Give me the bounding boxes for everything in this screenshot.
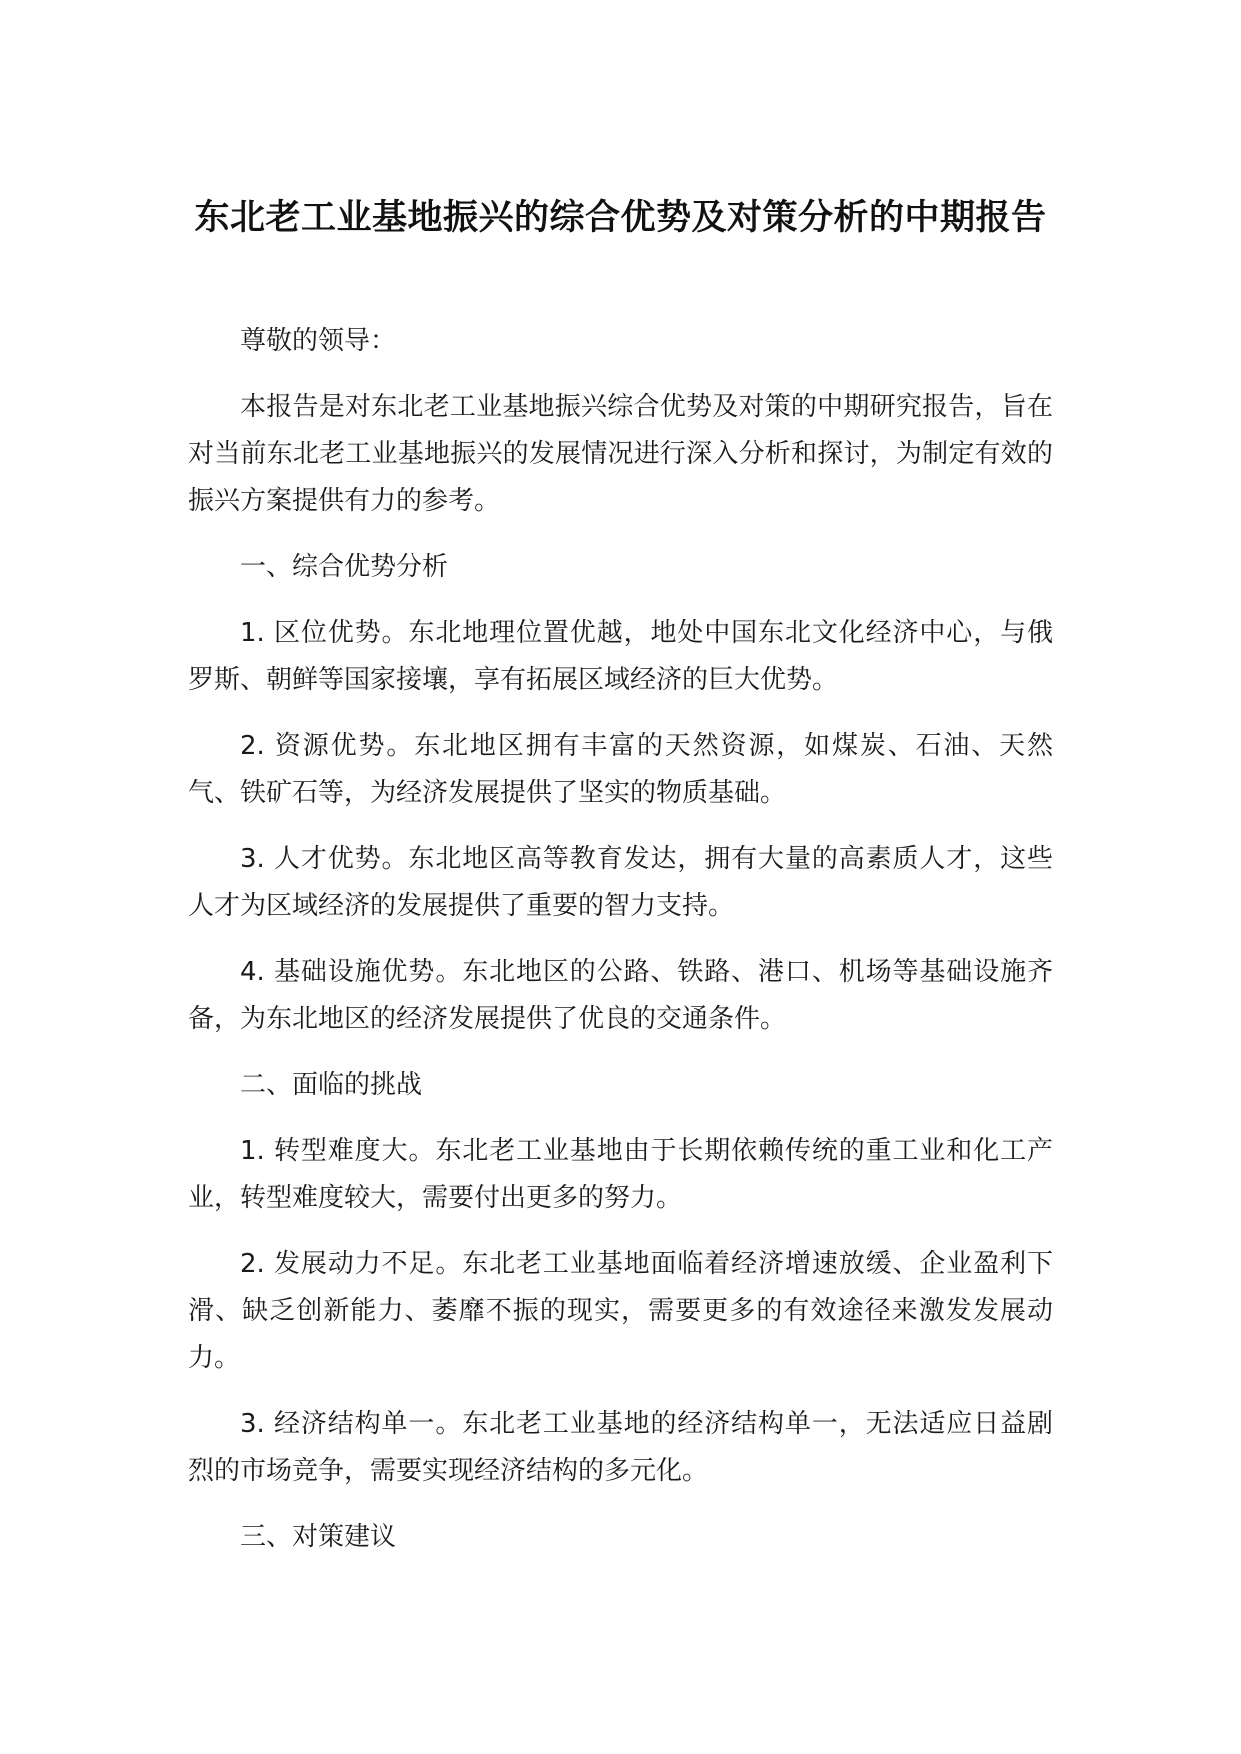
challenge-item-structure: 3. 经济结构单一。东北老工业基地的经济结构单一，无法适应日益剧烈的市场竞争，需要实现经济结构的多元化。: [188, 1409, 1053, 1486]
section-heading-advantages: 一、综合优势分析: [240, 552, 449, 582]
section-heading-recommendations: 三、对策建议: [240, 1522, 397, 1552]
intro-paragraph: 本报告是对东北老工业基地振兴综合优势及对策的中期研究报告，旨在对当前东北老工业基地振兴的发展情况进行深入分析和探讨，为制定有效的振兴方案提供有力的参考。: [188, 392, 1053, 516]
advantage-item-infrastructure: 4. 基础设施优势。东北地区的公路、铁路、港口、机场等基础设施齐备，为东北地区的经济发展提供了优良的交通条件。: [188, 957, 1053, 1034]
document-title: 东北老工业基地振兴的综合优势及对策分析的中期报告: [194, 198, 1047, 238]
challenge-item-momentum: 2. 发展动力不足。东北老工业基地面临着经济增速放缓、企业盈利下滑、缺乏创新能力、萎靡不振的现实，需要更多的有效途径来激发发展动力。: [188, 1249, 1053, 1373]
advantage-item-location: 1. 区位优势。东北地理位置优越，地处中国东北文化经济中心，与俄罗斯、朝鲜等国家接壤，享有拓展区域经济的巨大优势。: [188, 618, 1053, 695]
section-heading-challenges: 二、面临的挑战: [240, 1070, 423, 1100]
advantage-item-talent: 3. 人才优势。东北地区高等教育发达，拥有大量的高素质人才，这些人才为区域经济的发展提供了重要的智力支持。: [188, 844, 1053, 921]
advantage-item-resources: 2. 资源优势。东北地区拥有丰富的天然资源，如煤炭、石油、天然气、铁矿石等，为经济发展提供了坚实的物质基础。: [188, 731, 1053, 808]
document-body: [188, 318, 1053, 1561]
greeting-paragraph: 尊敬的领导：: [240, 326, 397, 356]
challenge-item-transition: 1. 转型难度大。东北老工业基地由于长期依赖传统的重工业和化工产业，转型难度较大，需要付出更多的努力。: [188, 1136, 1053, 1213]
